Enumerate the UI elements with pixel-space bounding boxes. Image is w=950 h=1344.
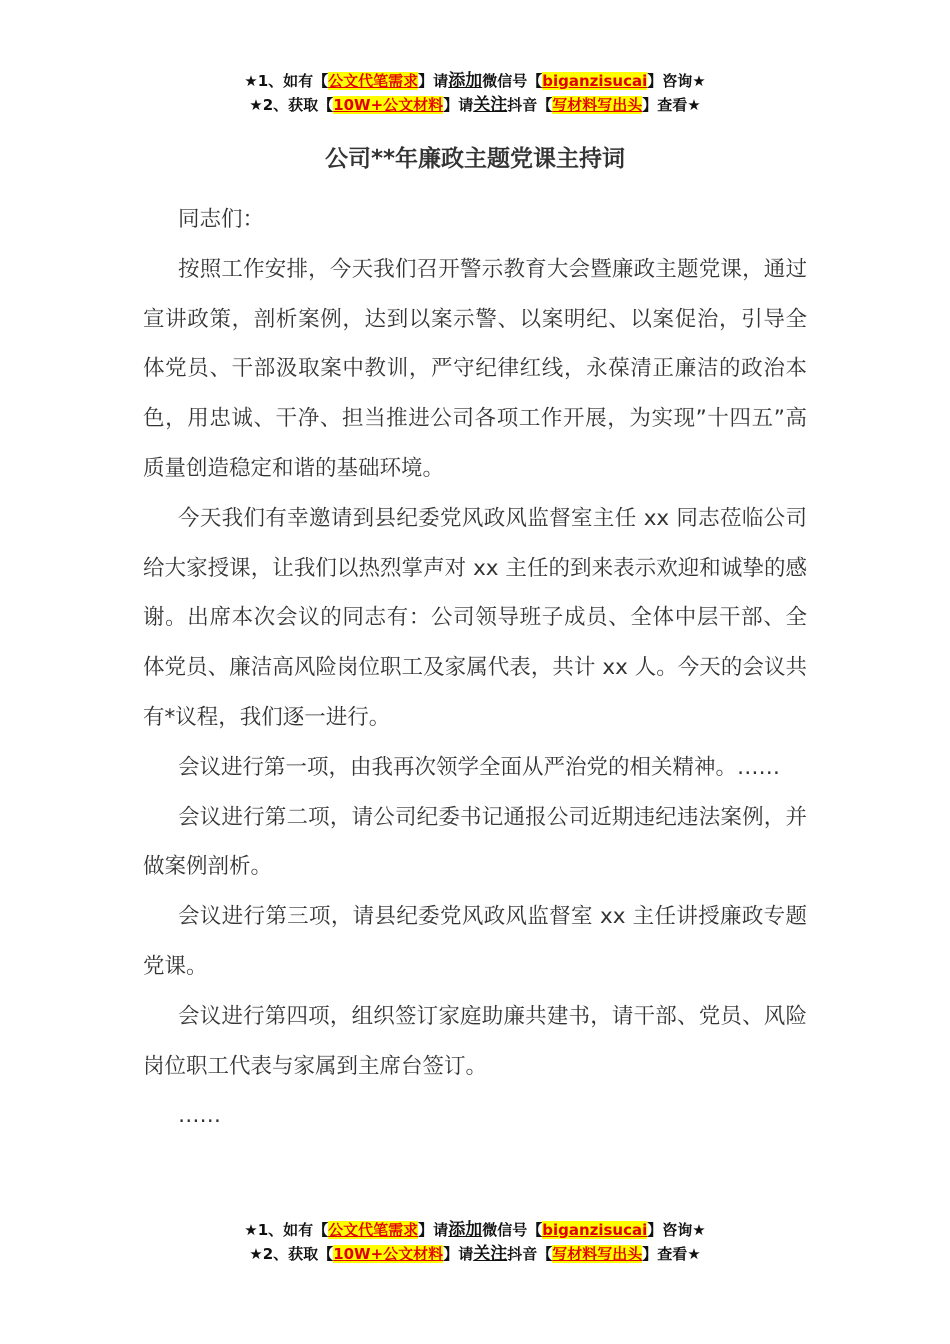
paragraph: 今天我们有幸邀请到县纪委党风政风监督室主任 xx 同志莅临公司给大家授课，让我们以热烈掌声对 xx 主任的到来表示欢迎和诚挚的感谢。出席本次会议的同志有：公司领导班子成员、全体中层干部、全体党员、廉洁高风险岗位职工及家属代表，共计 xx 人。今天的会议共有*议程，我们逐一进行。 bbox=[143, 505, 807, 730]
document-body bbox=[143, 195, 807, 1141]
header-ad bbox=[0, 69, 950, 117]
ad-line-1 bbox=[0, 69, 950, 93]
ad-highlight: 公文代笔需求 bbox=[328, 72, 419, 90]
paragraph: 会议进行第四项，组织签订家庭助廉共建书，请干部、党员、风险岗位职工代表与家属到主席台签订。 bbox=[143, 1003, 807, 1079]
ad-text: 】查看★ bbox=[642, 96, 701, 114]
footer-ad bbox=[0, 1218, 950, 1266]
ad-emphasis: 关注 bbox=[473, 1244, 508, 1264]
paragraph: 会议进行第三项，请县纪委党风政风监督室 xx 主任讲授廉政专题党课。 bbox=[143, 904, 807, 979]
ad-text: ★1、如有【 bbox=[244, 1221, 329, 1239]
ad-text: 】查看★ bbox=[642, 1245, 701, 1263]
ad-highlight: biganzisucai bbox=[542, 72, 648, 90]
ad-line-2 bbox=[0, 1242, 950, 1266]
ad-text: 】请 bbox=[443, 96, 474, 114]
ad-text: 微信号【 bbox=[482, 72, 543, 90]
ad-text: 】请 bbox=[443, 1245, 474, 1263]
ad-highlight: 写材料写出头 bbox=[552, 1245, 643, 1263]
ad-line-1 bbox=[0, 1218, 950, 1242]
document-title: 公司**年廉政主题党课主持词 bbox=[324, 146, 626, 172]
paragraph: 会议进行第二项，请公司纪委书记通报公司近期违纪违法案例，并做案例剖析。 bbox=[143, 804, 807, 880]
ad-highlight: 写材料写出头 bbox=[552, 96, 643, 114]
ad-text: ★1、如有【 bbox=[244, 72, 329, 90]
ad-emphasis: 关注 bbox=[473, 95, 508, 115]
ad-emphasis: 添加 bbox=[448, 71, 483, 91]
paragraph: …… bbox=[178, 1103, 221, 1129]
ad-text: 抖音【 bbox=[507, 96, 553, 114]
ad-highlight: 10W+公文材料 bbox=[333, 1245, 444, 1263]
ad-emphasis: 添加 bbox=[448, 1220, 483, 1240]
ad-text: 】咨询★ bbox=[647, 72, 706, 90]
paragraph: 会议进行第一项，由我再次领学全面从严治党的相关精神。…… bbox=[178, 754, 781, 780]
ad-text: 】咨询★ bbox=[647, 1221, 706, 1239]
ad-text: ★2、获取【 bbox=[249, 96, 334, 114]
ad-line-2 bbox=[0, 93, 950, 117]
ad-text: 】请 bbox=[418, 72, 449, 90]
ad-highlight: 公文代笔需求 bbox=[328, 1221, 419, 1239]
ad-highlight: biganzisucai bbox=[542, 1221, 648, 1239]
paragraph: 按照工作安排，今天我们召开警示教育大会暨廉政主题党课，通过宣讲政策，剖析案例，达到以案示警、以案明纪、以案促治，引导全体党员、干部汲取案中教训，严守纪律红线，永葆清正廉洁的政治本色，用忠诚、干净、担当推进公司各项工作开展，为实现”十四五”高质量创造稳定和谐的基础环境。 bbox=[143, 256, 807, 481]
ad-text: ★2、获取【 bbox=[249, 1245, 334, 1263]
ad-text: 】请 bbox=[418, 1221, 449, 1239]
ad-highlight: 10W+公文材料 bbox=[333, 96, 444, 114]
ad-text: 微信号【 bbox=[482, 1221, 543, 1239]
ad-text: 抖音【 bbox=[507, 1245, 553, 1263]
paragraph: 同志们： bbox=[178, 207, 265, 232]
